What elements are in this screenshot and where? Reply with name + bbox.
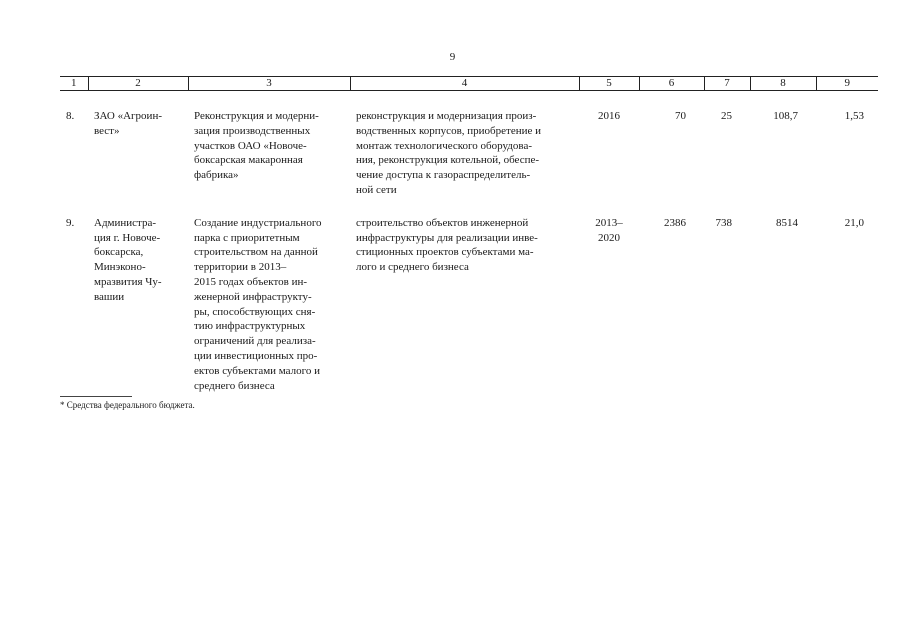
header-cell-8: 8	[750, 77, 816, 91]
value-cell-6: 70	[675, 110, 686, 122]
header-row	[60, 77, 878, 91]
value-cell-9: 1,53	[844, 110, 864, 122]
row-number: 9.	[66, 216, 75, 229]
period-cell: 2013– 2020	[595, 216, 623, 244]
table-row	[60, 216, 878, 394]
header-cell-4: 4	[350, 77, 579, 91]
measure-cell: Создание индустриального парка с приоритетным строительством на данной территории в 2013– 2015 годах объектов ин- женерной инфраструкту- ры, способствующих сня- тию инфраструктурных ограничений для реализа- ции инвестиционных про- ектов субъектами малого и среднего бизнеса	[194, 216, 322, 392]
value-cell-9: 21,0	[844, 216, 864, 229]
header-cell-6: 6	[639, 77, 704, 91]
table-row	[60, 91, 878, 216]
header-cell-1: 1	[60, 77, 88, 91]
header-cell-3: 3	[188, 77, 350, 91]
header-cell-2: 2	[88, 77, 188, 91]
result-cell: реконструкция и модернизация произ- водственных корпусов, приобретение и монтаж технологического оборудова- ния, реконструкция котельной, обеспе- чение доступа к газораспределитель- ной сети	[356, 110, 541, 196]
footnote-divider	[60, 396, 132, 397]
value-cell-7: 738	[715, 216, 732, 229]
period-cell: 2016	[598, 110, 620, 122]
value-cell-7: 25	[721, 110, 732, 122]
row-number: 8.	[66, 110, 75, 122]
investment-projects-table	[60, 76, 878, 393]
measure-cell: Реконструкция и модерни- зация производственных участков ОАО «Новоче- боксарская макаронная фабрика»	[194, 110, 319, 182]
result-cell: строительство объектов инженерной инфраструктуры для реализации инве- стиционных проектов субъектами ма- лого и среднего бизнеса	[356, 216, 538, 274]
executor-cell: Администра- ция г. Новочe- боксарска, Минэконо- мразвития Чу- вашии	[94, 216, 162, 303]
header-cell-5: 5	[579, 77, 639, 91]
value-cell-8: 8514	[776, 216, 798, 229]
header-cell-9: 9	[816, 77, 878, 91]
value-cell-8: 108,7	[773, 110, 798, 122]
footnote: * Средства федерального бюджета.	[60, 400, 195, 410]
header-cell-7: 7	[704, 77, 750, 91]
value-cell-6: 2386	[664, 216, 686, 229]
page-number: 9	[449, 51, 456, 63]
executor-cell: ЗАО «Агроин- вест»	[94, 110, 162, 137]
